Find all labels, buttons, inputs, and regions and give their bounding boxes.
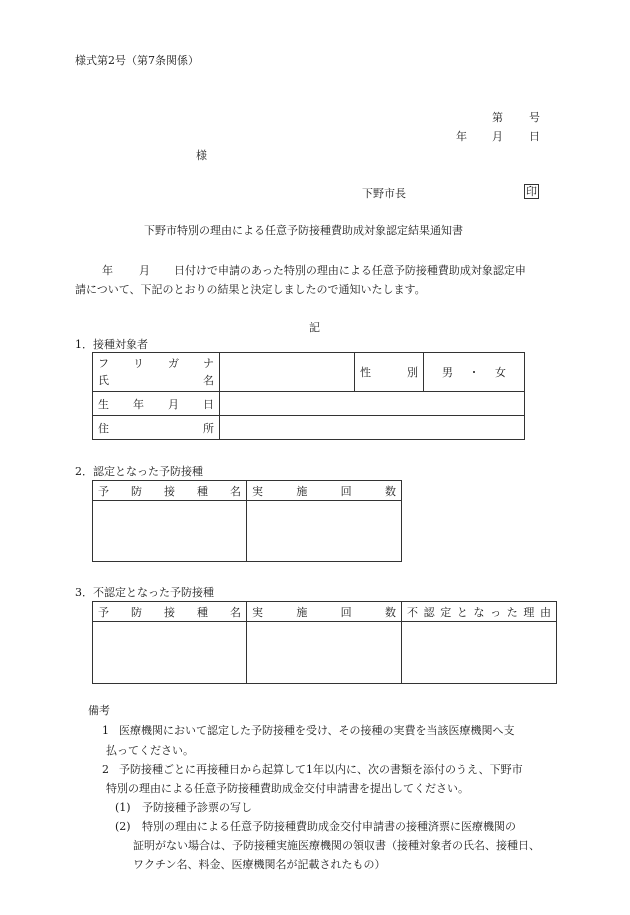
note1-line1: 医療機関において認定した予防接種を受け、その接種の実費を当該医療機関へ支: [119, 724, 515, 737]
note2-line2: 特別の理由による任意予防接種費助成金交付申請書を提出してください。: [106, 782, 469, 795]
recipient-table: [92, 352, 525, 440]
rejected-header-row: [93, 602, 557, 622]
note1-number: 1: [102, 724, 109, 737]
name-row: [93, 353, 525, 392]
rejected-vaccine-cell: [93, 622, 247, 684]
notes-heading: 備考: [88, 704, 110, 717]
body-month: 月: [139, 264, 150, 277]
birthdate-cell: [220, 392, 525, 416]
furigana-name-label: [93, 353, 220, 392]
sub1-number: (1): [115, 801, 131, 814]
name-label: 氏 名: [98, 374, 214, 387]
sex-options: 男 ・ 女: [442, 366, 506, 379]
sex-label: 性 別: [360, 366, 418, 379]
approved-col-vaccine: [93, 481, 247, 501]
rejected-col-times-text: 実 施 回 数: [252, 605, 396, 619]
rejected-col-vaccine-text: 予 防 接 種 名: [98, 605, 241, 619]
approved-table: [92, 480, 402, 562]
address-label: 住 所: [98, 421, 214, 435]
birthdate-label: 生 年 月 日: [98, 397, 214, 411]
approved-col-times-text: 実 施 回 数: [252, 484, 396, 498]
rejected-reason-cell: [402, 622, 557, 684]
form-number: 様式第2号（第7条関係）: [75, 54, 199, 67]
section2-heading: 2．認定となった予防接種: [75, 465, 203, 478]
note1-line2: 払ってください。: [106, 744, 194, 757]
address-row: [93, 416, 525, 440]
addressee-suffix: 様: [196, 149, 207, 162]
sub1-text: 予防接種予診票の写し: [142, 801, 252, 814]
sub2-number: (2): [115, 820, 131, 833]
approved-times-cell: [247, 501, 402, 562]
approved-col-vaccine-text: 予 防 接 種 名: [98, 484, 241, 498]
ki-heading: 記: [309, 321, 320, 334]
sex-label-cell: [355, 353, 424, 392]
rejected-table: [92, 601, 557, 684]
sub2-line3: ワクチン名、料金、医療機関名が記載されたもの）: [133, 858, 386, 871]
body-text-line1: 日付けで申請のあった特別の理由による任意予防接種費助成対象認定申: [174, 264, 526, 277]
section3-heading: 3．不認定となった予防接種: [75, 586, 214, 599]
sub2-line1: 特別の理由による任意予防接種費助成金交付申請書の接種済票に医療機関の: [142, 820, 516, 833]
rejected-col-vaccine: [93, 602, 247, 622]
note2-line1: 予防接種ごとに再接種日から起算して1年以内に、次の書類を添付のうえ、下野市: [119, 763, 523, 776]
birthdate-row: [93, 392, 525, 416]
date-day: 日: [529, 130, 540, 143]
seal-text: 印: [526, 185, 537, 198]
date-month: 月: [492, 130, 503, 143]
issuer-name: 下野市長: [362, 187, 406, 200]
approved-col-times: [247, 481, 402, 501]
address-label-cell: [93, 416, 220, 440]
name-cell: [220, 353, 355, 392]
seal-mark: [524, 183, 539, 199]
birthdate-label-cell: [93, 392, 220, 416]
approved-vaccine-cell: [93, 501, 247, 562]
rejected-col-reason: [402, 602, 557, 622]
rejected-entry-row: [93, 622, 557, 684]
date-year: 年: [456, 130, 467, 143]
rejected-col-times: [247, 602, 402, 622]
note2-number: 2: [102, 763, 109, 776]
rejected-col-reason-text: 不 認 定 と な っ た 理 由: [407, 605, 551, 619]
section1-heading: 1．接種対象者: [75, 338, 148, 351]
doc-number-prefix: 第: [492, 111, 503, 124]
furigana-label: フ リ ガ ナ: [98, 357, 214, 370]
approved-header-row: [93, 481, 402, 501]
sex-options-cell: [424, 353, 525, 392]
rejected-times-cell: [247, 622, 402, 684]
doc-number-suffix: 号: [529, 111, 540, 124]
address-cell: [220, 416, 525, 440]
approved-entry-row: [93, 501, 402, 562]
body-text-line2: 請について、下記のとおりの結果と決定しましたので通知いたします。: [75, 283, 426, 296]
document-title: 下野市特別の理由による任意予防接種費助成対象認定結果通知書: [144, 224, 463, 237]
sub2-line2: 証明がない場合は、予防接種実施医療機関の領収書（接種対象者の氏名、接種日、: [133, 839, 540, 852]
body-year: 年: [102, 264, 113, 277]
